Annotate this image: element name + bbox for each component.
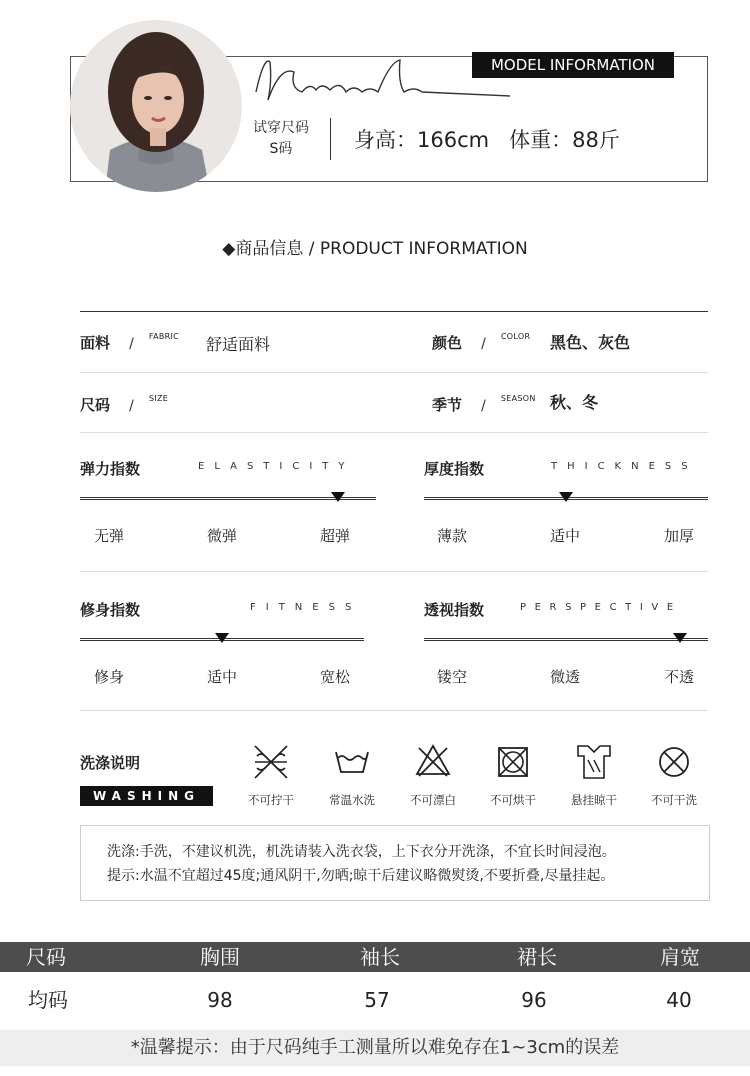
no-wring-icon bbox=[251, 742, 291, 782]
product-info-title: ◆商品信息 / PRODUCT INFORMATION bbox=[222, 239, 528, 259]
size-row: 尺码 / $^{SIZE}$ bbox=[80, 394, 169, 414]
trial-size-label: 试穿尺码 bbox=[253, 120, 309, 136]
fitness-marker bbox=[215, 633, 229, 643]
elasticity-tick-3: 超弹 bbox=[320, 527, 351, 545]
divider bbox=[80, 710, 708, 711]
wash-item-no-bleach bbox=[398, 742, 468, 808]
wash-tub-icon bbox=[332, 742, 372, 782]
fabric-label: 面料 bbox=[80, 334, 111, 352]
color-sub: COLOR bbox=[500, 332, 531, 341]
size-table-header bbox=[0, 942, 750, 972]
season-row: 季节 / $^{SEASON}$ bbox=[432, 394, 536, 414]
hang-dry-icon bbox=[574, 742, 614, 782]
divider bbox=[80, 571, 708, 572]
no-tumble-dry-icon bbox=[493, 742, 533, 782]
size-label: 尺码 bbox=[80, 396, 111, 414]
divider bbox=[330, 118, 331, 160]
washing-note-1: 洗涤:手洗，不建议机洗，机洗请装入洗衣袋，上下衣分开洗涤，不宜长时间浸泡。 bbox=[107, 844, 616, 860]
wash-item-no-wring bbox=[236, 742, 306, 808]
no-dry-clean-icon bbox=[654, 742, 694, 782]
footer-note: *温馨提示：由于尺码纯手工测量所以难免存在1~3cm的误差 bbox=[0, 1030, 750, 1066]
model-photo-icon bbox=[70, 20, 242, 192]
trial-size-value: S码 bbox=[269, 141, 293, 157]
divider bbox=[80, 372, 708, 373]
size-table-row bbox=[0, 982, 750, 1018]
fitness-tick-1: 修身 bbox=[94, 668, 125, 686]
model-height: 身高：166cm bbox=[354, 128, 490, 152]
washing-label: 洗涤说明 bbox=[80, 754, 141, 772]
perspective-en: PERSPECTIVE bbox=[520, 602, 682, 613]
elasticity-tick-1: 无弹 bbox=[94, 527, 125, 545]
wash-caption: 不可拧干 bbox=[248, 793, 294, 807]
perspective-label: 透视指数 bbox=[424, 601, 485, 619]
row-chest: 98 bbox=[207, 988, 233, 1012]
wash-caption: 悬挂晾干 bbox=[571, 793, 617, 807]
color-row: 颜色 / $^{COLOR}$ bbox=[432, 332, 531, 352]
wash-caption: 不可漂白 bbox=[410, 793, 456, 807]
no-bleach-icon bbox=[413, 742, 453, 782]
thickness-tick-2: 适中 bbox=[550, 527, 581, 545]
wash-caption: 不可干洗 bbox=[651, 793, 697, 807]
model-weight: 体重：88斤 bbox=[509, 128, 620, 152]
model-avatar bbox=[70, 20, 242, 192]
fitness-tick-2: 适中 bbox=[207, 668, 238, 686]
washing-tag: WASHING bbox=[80, 786, 213, 806]
wash-item-no-dry-clean bbox=[639, 742, 709, 808]
fitness-en: FITNESS bbox=[250, 602, 362, 613]
elasticity-en: ELASTICITY bbox=[198, 461, 355, 472]
season-sub: SEASON bbox=[500, 394, 536, 403]
perspective-scale bbox=[424, 638, 708, 641]
row-size: 均码 bbox=[28, 988, 68, 1012]
wash-caption: 不可烘干 bbox=[490, 793, 536, 807]
season-value: 秋、冬 bbox=[550, 393, 599, 412]
thickness-en: THICKNESS bbox=[551, 461, 698, 472]
wash-caption: 常温水洗 bbox=[329, 793, 375, 807]
washing-note-2: 提示:水温不宜超过45度;通风阴干,勿晒;晾干后建议略微熨烫,不要折叠,尽量挂起。 bbox=[107, 868, 615, 884]
perspective-tick-2: 微透 bbox=[550, 668, 581, 686]
wash-item-hang-dry bbox=[559, 742, 629, 808]
elasticity-tick-2: 微弹 bbox=[207, 527, 238, 545]
perspective-marker bbox=[673, 633, 687, 643]
elasticity-label: 弹力指数 bbox=[80, 460, 141, 478]
wash-item-no-tumble-dry bbox=[478, 742, 548, 808]
color-value: 黑色、灰色 bbox=[550, 333, 631, 352]
perspective-tick-1: 镂空 bbox=[437, 668, 468, 686]
thickness-label: 厚度指数 bbox=[424, 460, 485, 478]
model-information-tag: MODEL INFORMATION bbox=[472, 52, 674, 78]
model-measurements bbox=[354, 124, 640, 154]
perspective-tick-3: 不透 bbox=[664, 668, 695, 686]
fabric-value: 舒适面料 bbox=[206, 335, 271, 354]
header-shoulder: 肩宽 bbox=[660, 945, 700, 969]
row-skirt-length: 96 bbox=[521, 988, 547, 1012]
header-size: 尺码 bbox=[26, 945, 66, 969]
header-sleeve: 袖长 bbox=[360, 945, 400, 969]
wash-item-wash-tub bbox=[317, 742, 387, 808]
season-label: 季节 bbox=[432, 396, 463, 414]
fabric-sub: FABRIC bbox=[148, 332, 180, 341]
elasticity-marker bbox=[331, 492, 345, 502]
color-label: 颜色 bbox=[432, 334, 463, 352]
header-skirt-length: 裙长 bbox=[517, 945, 557, 969]
divider bbox=[80, 432, 708, 433]
row-shoulder: 40 bbox=[666, 988, 692, 1012]
trial-size bbox=[246, 118, 316, 160]
thickness-tick-3: 加厚 bbox=[664, 527, 695, 545]
fabric-row: 面料 / $^{FABRIC}$ bbox=[80, 332, 180, 352]
row-sleeve: 57 bbox=[364, 988, 390, 1012]
thickness-tick-1: 薄款 bbox=[437, 527, 468, 545]
washing-note-box bbox=[80, 825, 710, 901]
fitness-tick-3: 宽松 bbox=[320, 668, 351, 686]
thickness-marker bbox=[559, 492, 573, 502]
header-chest: 胸围 bbox=[200, 945, 240, 969]
fitness-label: 修身指数 bbox=[80, 601, 141, 619]
size-sub: SIZE bbox=[148, 394, 169, 403]
divider bbox=[80, 311, 708, 312]
